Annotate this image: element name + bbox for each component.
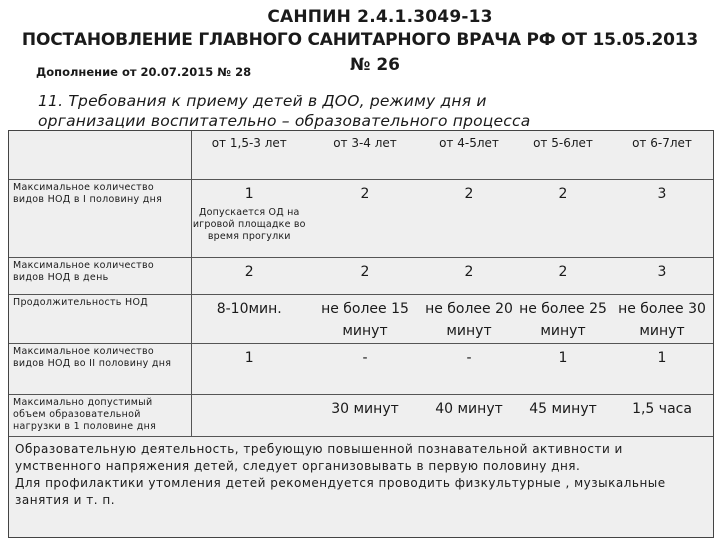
section-heading-line-2: организации воспитательно – образовательного процесса <box>38 112 531 130</box>
amendment-note: Дополнение от 20.07.2015 № 28 <box>36 65 252 79</box>
value-cell: - <box>423 343 515 394</box>
row-label: Максимальное количество видов НОД во II половину дня <box>9 343 191 394</box>
recommendation-note <box>9 436 713 538</box>
value-cell: 2 <box>515 179 611 257</box>
value-cell: 1 <box>611 343 713 394</box>
decree-number: № 26 <box>349 55 401 75</box>
value-cell: - <box>307 343 423 394</box>
table-row <box>9 394 713 436</box>
value-cell: 2 <box>515 257 611 294</box>
recommendation-line-2: Для профилактики утомления детей рекомендуется проводить физкультурные , музыкальные занятия и т. п. <box>15 476 666 507</box>
value-cell: 1,5 часа <box>611 394 713 436</box>
value-cell: 8-10мин. <box>191 294 307 343</box>
value-cell: 2 <box>423 179 515 257</box>
value-cell: 1 <box>515 343 611 394</box>
section-heading-line-1: 11. Требования к приему детей в ДОО, режиму дня и <box>38 92 487 110</box>
document-title: САНПИН 2.4.1.3049-13 <box>267 7 493 27</box>
row-label: Максимальное количество видов НОД в I половину дня <box>9 179 191 257</box>
value-cell: 3 <box>611 179 713 257</box>
value-cell: 40 минут <box>423 394 515 436</box>
value-cell: 2 <box>307 257 423 294</box>
value-cell <box>191 394 307 436</box>
column-header: от 5-6лет <box>515 131 611 179</box>
value-cell: не более 30 минут <box>611 294 713 343</box>
table-row <box>9 343 713 394</box>
table-row <box>9 257 713 294</box>
value-cell: 30 минут <box>307 394 423 436</box>
value-cell: 2 <box>307 179 423 257</box>
value-cell: не более 20 минут <box>423 294 515 343</box>
column-header: от 3-4 лет <box>307 131 423 179</box>
row-label: Максимальное количество видов НОД в день <box>9 257 191 294</box>
header-corner-cell <box>9 131 191 179</box>
value-cell: 45 минут <box>515 394 611 436</box>
row-label: Максимально допустимый объем образовательной нагрузки в 1 половине дня <box>9 394 191 436</box>
value-text: 1 <box>244 185 254 202</box>
table-row <box>9 179 713 257</box>
value-cell: 2 <box>191 257 307 294</box>
value-cell <box>191 179 307 257</box>
cell-note: Допускается ОД на игровой площадке во время прогулки <box>192 206 306 242</box>
section-heading <box>38 91 648 131</box>
column-header: от 1,5-3 лет <box>191 131 307 179</box>
column-header: от 4-5лет <box>423 131 515 179</box>
table-header-row <box>9 131 713 179</box>
column-header: от 6-7лет <box>611 131 713 179</box>
requirements-table <box>8 130 714 538</box>
table-row <box>9 294 713 343</box>
value-cell: 1 <box>191 343 307 394</box>
row-label: Продолжительность НОД <box>9 294 191 343</box>
value-cell: 3 <box>611 257 713 294</box>
value-cell: не более 15 минут <box>307 294 423 343</box>
value-cell: не более 25 минут <box>515 294 611 343</box>
recommendation-line-1: Образовательную деятельность, требующую повышенной познавательной активности и умственного напряжения детей, следует организовывать в первую половину дня. <box>15 442 623 473</box>
decree-title: ПОСТАНОВЛЕНИЕ ГЛАВНОГО САНИТАРНОГО ВРАЧА РФ ОТ 15.05.2013 <box>21 30 699 50</box>
value-cell: 2 <box>423 257 515 294</box>
slide-header <box>0 0 720 133</box>
